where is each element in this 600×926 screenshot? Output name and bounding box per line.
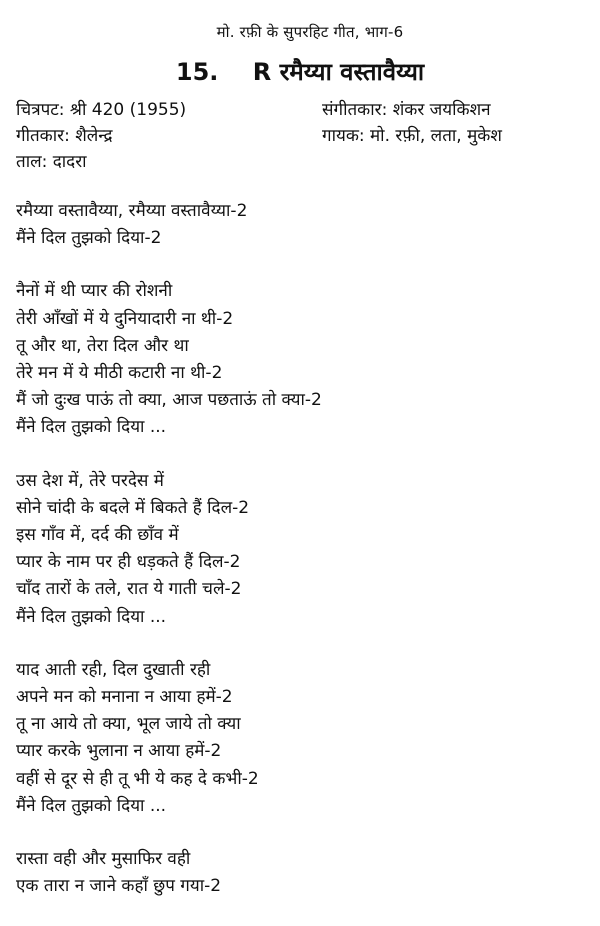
composer-info: संगीतकार: शंकर जयकिशन [322,100,491,120]
song-number: 15. [175,58,219,86]
lyric-line: चाँद तारों के तले, रात ये गाती चले-2 [16,579,242,600]
film-info: चित्रपट: श्री 420 (1955) [16,100,187,120]
lyric-line: नैनों में थी प्यार की रोशनी [16,281,173,302]
song-title [0,55,600,88]
lyricist-info: गीतकार: शैलेन्द्र [16,126,113,146]
lyric-line: मैंने दिल तुझको दिया ... [16,795,167,816]
lyric-line: तेरी आँखों में ये दुनियादारी ना थी-2 [16,308,234,329]
lyric-line: उस देश में, तेरे परदेस में [16,470,164,491]
lyrics-stanza [16,657,586,820]
lyric-line: मैंने दिल तुझको दिया-2 [16,228,162,249]
lyric-line: प्यार करके भुलाना न आया हमें-2 [16,741,222,762]
lyric-line: वहीं से दूर से ही तू भी ये कह दे कभी-2 [16,768,259,789]
song-title-text: R रमैय्या वस्तावैय्या [252,58,425,86]
lyric-line: सोने चांदी के बदले में बिकते हैं दिल-2 [16,497,250,518]
lyric-line: एक तारा न जाने कहाँ छुप गया-2 [16,876,222,897]
lyric-line: याद आती रही, दिल दुखाती रही [16,659,211,680]
lyric-line: मैं जो दुःख पाऊं तो क्या, आज पछताऊं तो क्या-2 [16,390,322,411]
lyric-line: रमैय्या वस्तावैय्या, रमैय्या वस्तावैय्या-2 [16,201,248,221]
lyric-line: तू ना आये तो क्या, भूल जाये तो क्या [16,714,241,735]
lyric-line: मैंने दिल तुझको दिया ... [16,417,167,438]
lyric-line: इस गाँव में, दर्द की छाँव में [16,525,179,546]
taal-info: ताल: दादरा [16,152,87,172]
lyrics-stanza [16,278,586,441]
song-meta-right [322,97,502,149]
song-meta-left [16,97,186,175]
lyric-line: तू और था, तेरा दिल और था [16,335,189,356]
lyric-line: रास्ता वही और मुसाफिर वही [16,849,191,870]
lyrics-stanza [16,198,586,252]
singers-info: गायक: मो. रफ़ी, लता, मुकेश [322,126,502,146]
lyric-line: प्यार के नाम पर ही धड़कते हैं दिल-2 [16,552,241,573]
lyrics-stanza [16,846,586,900]
lyric-line: अपने मन को मनाना न आया हमें-2 [16,687,233,708]
lyrics-body [16,198,586,926]
series-heading: मो. रफ़ी के सुपरहिट गीत, भाग-6 [216,23,404,41]
lyric-line: मैंने दिल तुझको दिया ... [16,606,167,627]
lyrics-stanza [16,468,586,631]
lyric-line: तेरे मन में ये मीठी कटारी ना थी-2 [16,363,223,384]
